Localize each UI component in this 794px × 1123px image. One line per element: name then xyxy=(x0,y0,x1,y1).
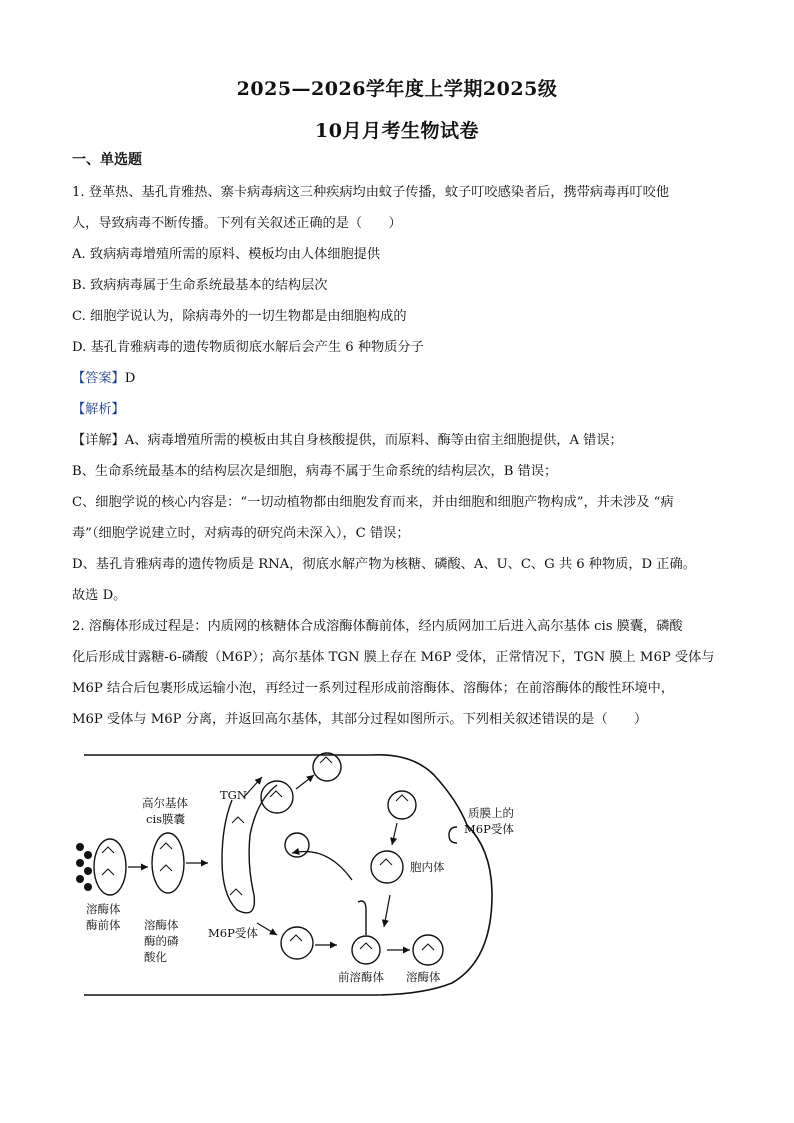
q1-detail-line5: D、基孔肯雅病毒的遗传物质是 RNA，彻底水解产物为核糖、磷酸、A、U、C、G 共 6 种物质，D 正确。 xyxy=(72,557,696,572)
tgn-membrane xyxy=(222,785,277,913)
lysosome-formation-diagram xyxy=(72,745,542,1000)
cis-golgi-vesicle xyxy=(152,833,184,893)
q1-detail-line2: B、生命系统最基本的结构层次是细胞，病毒不属于生命系统的结构层次，B 错误； xyxy=(72,464,558,479)
q2-stem-line1: 2. 溶酶体形成过程是：内质网的核糖体合成溶酶体酶前体，经内质网加工后进入高尔基体 cis 膜囊，磷酸 xyxy=(72,619,683,634)
label-membrane-receptor-1: 质膜上的 xyxy=(468,806,514,820)
q2-stem-line2: 化后形成甘露糖-6-磷酸（M6P）；高尔基体 TGN 膜上存在 M6P 受体，正常情况下，TGN 膜上 M6P 受体与 xyxy=(72,650,715,665)
q2-stem-line3: M6P 结合后包裹形成运输小泡，再经过一系列过程形成前溶酶体、溶酶体；在前溶酶体的酸性环境中， xyxy=(72,681,675,696)
analysis-label: 【解析】 xyxy=(72,402,125,417)
q1-detail-line1: 【详解】A、病毒增殖所需的模板由其自身核酸提供，而原料、酶等由宿主细胞提供，A 错误； xyxy=(72,433,623,448)
q1-detail-line3: C、细胞学说的核心内容是：“一切动植物都由细胞发育而来，并由细胞和细胞产物构成”，并未涉及 “病 xyxy=(72,495,674,510)
label-prelysosome: 前溶酶体 xyxy=(338,970,384,984)
label-lysosome: 溶酶体 xyxy=(406,970,441,984)
label-golgi-cis-1: 高尔基体 xyxy=(142,796,188,810)
answer-value: D xyxy=(124,371,136,386)
label-phos-2: 酶的磷 xyxy=(144,934,179,948)
label-m6p-receptor: M6P受体 xyxy=(208,926,258,940)
section-heading: 一、单选题 xyxy=(72,152,142,168)
q1-option-b: B. 致病病毒属于生命系统最基本的结构层次 xyxy=(72,278,328,293)
q1-option-a: A. 致病病毒增殖所需的原料、模板均由人体细胞提供 xyxy=(72,247,381,262)
label-precursor-1: 溶酶体 xyxy=(86,902,121,916)
q1-option-c: C. 细胞学说认为，除病毒外的一切生物都是由细胞构成的 xyxy=(72,309,407,324)
q1-answer xyxy=(72,369,732,389)
q1-stem-line1: 1. 登革热、基孔肯雅热、寨卡病毒病这三种疾病均由蚊子传播，蚊子叮咬感染者后，携带病毒再叮咬他 xyxy=(72,185,670,200)
transport-vesicle-bottom xyxy=(281,927,313,959)
label-tgn: TGN xyxy=(220,788,247,802)
label-phos-3: 酸化 xyxy=(144,950,167,964)
q1-detail-line4: 毒”（细胞学说建立时，对病毒的研究尚未深入），C 错误； xyxy=(72,526,410,541)
precursor-vesicle xyxy=(94,839,126,895)
page-title-line1: 2025—2026学年度上学期2025级 xyxy=(236,78,558,100)
q1-detail-line6: 故选 D。 xyxy=(72,588,127,603)
q2-stem-line4: M6P 受体与 M6P 分离，并返回高尔基体，其部分过程如图所示。下列相关叙述错误的是（ ） xyxy=(72,712,648,727)
membrane-bud xyxy=(313,753,341,781)
lysosome xyxy=(413,935,443,965)
label-golgi-cis-2: cis膜囊 xyxy=(146,812,186,826)
answer-label: 【答案】 xyxy=(72,371,125,386)
ribosome-dots xyxy=(76,843,92,891)
recycling-vesicle xyxy=(285,833,309,857)
page-title-line2: 10月月考生物试卷 xyxy=(315,120,479,142)
label-endosome: 胞内体 xyxy=(410,860,445,874)
q1-stem-line2: 人，导致病毒不断传播。下列有关叙述正确的是（ ） xyxy=(72,216,402,231)
membrane-receptor xyxy=(449,827,457,843)
q1-option-d: D. 基孔肯雅病毒的遗传物质彻底水解后会产生 6 种物质分子 xyxy=(72,340,424,355)
label-phos-1: 溶酶体 xyxy=(144,918,179,932)
endosome xyxy=(371,851,403,883)
label-membrane-receptor-2: M6P受体 xyxy=(464,822,514,836)
prelysosome xyxy=(352,901,380,964)
label-precursor-2: 酶前体 xyxy=(86,918,121,932)
